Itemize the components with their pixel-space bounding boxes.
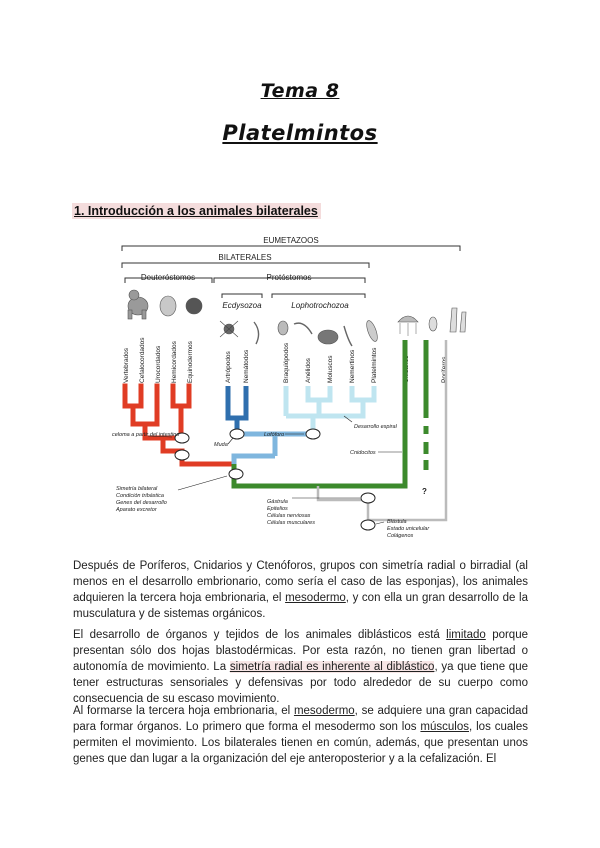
taxon-label: Artrópodos xyxy=(225,351,232,383)
phylogeny-figure xyxy=(82,228,482,538)
underlined-term: simetría radial es inherente al diblástico xyxy=(229,661,435,673)
gastrula-trait: Gástrula xyxy=(267,499,288,505)
taxon-label: Nemertinos xyxy=(349,349,356,383)
spider-icon xyxy=(220,321,238,337)
gorilla-icon xyxy=(128,290,148,319)
underlined-term: limitado xyxy=(446,629,486,641)
paragraph-text: , y con ella un gran desarrollo de la musculatura y de sistemas orgánicos. xyxy=(73,592,528,620)
taxon-label: Braquiópodos xyxy=(283,342,290,383)
bilaterian-trait: Genes del desarrollo xyxy=(116,500,167,506)
label-deuterostomos: Deuteróstomos xyxy=(140,273,196,282)
taxon-label: Vertebrados xyxy=(123,347,130,383)
annotation-question: ? xyxy=(422,487,427,496)
protostome-stem xyxy=(234,434,313,464)
annotation-desarrollo: Desarrollo espiral xyxy=(354,424,397,430)
paragraph-text: , los cuales permiten el movimiento. Los bilaterales tienen en común, además, que presentan unos genes que dan lugar a la organización del eje anteroposterior y a la cefalización. El xyxy=(73,721,528,765)
taxon-label: Ctenóforos xyxy=(423,351,430,383)
paragraph-text: , se adquiere una gran capacidad para formar órganos. Lo primero que forma el mesodermo son los xyxy=(73,705,528,733)
nemertean-icon xyxy=(344,326,352,346)
top-brackets xyxy=(122,246,460,298)
paragraph-text: Al formarse la tercera hoja embrionaria, el xyxy=(73,705,294,717)
label-ecdysozoa: Ecdysozoa xyxy=(222,301,262,310)
urchin-icon xyxy=(186,298,202,314)
taxon-label: Poríferos xyxy=(441,356,448,383)
taxon-label: Nemátodos xyxy=(243,349,250,383)
page-title-line1: Tema 8 xyxy=(260,80,340,102)
taxa-labels xyxy=(123,337,448,383)
gastrula-trait: Células musculares xyxy=(267,520,315,526)
taxon-label: Anélidos xyxy=(305,358,312,383)
annotation-muda: Muda xyxy=(214,442,228,448)
bilaterian-trait: Aparato excretor xyxy=(116,507,157,513)
base-trait: Colágenos xyxy=(387,533,414,538)
underlined-term: mesodermo xyxy=(293,705,355,717)
sea-squirt-icon xyxy=(160,296,176,316)
jellyfish-icon xyxy=(398,316,418,336)
annelid-icon xyxy=(294,323,312,334)
label-eumetazoos: EUMETAZOOS xyxy=(263,236,319,245)
annotation-celoma: celoma a partir del intestino xyxy=(112,432,180,438)
underlined-term: mesodermo xyxy=(285,592,346,604)
annotation-cnidocitos: Cnidocitos xyxy=(350,450,376,456)
taxon-label: Urocordados xyxy=(155,345,162,383)
bilaterian-trait: Simetría bilateral xyxy=(116,486,158,492)
base-trait: Blástula xyxy=(387,519,407,525)
mollusc-icon xyxy=(318,330,338,344)
paragraph-3 xyxy=(73,703,528,767)
label-lophotrochozoa: Lophotrochozoa xyxy=(291,301,349,310)
paragraph-text: porque presentan sólo dos hojas blastodérmicas. Por esta razón, no tienen gran libertad o autonomía de movimiento. La xyxy=(73,629,528,673)
gastrula-trait: Epitelios xyxy=(267,506,288,512)
label-protostomos: Protóstomos xyxy=(266,273,312,282)
brachiopod-icon xyxy=(278,321,288,335)
taxon-label: Hemicordados xyxy=(171,341,178,383)
taxon-label: Moluscos xyxy=(327,355,334,383)
base-trait: Estado unicelular xyxy=(387,526,430,532)
gastrula-trait: Células nerviosas xyxy=(267,513,311,519)
paragraph-text: Después de Poríferos, Cnidarios y Ctenóforos, grupos con simetría radial o birradial (al menos en el desarrollo embrionario, como sería el caso de las esponjas), los animales adquieren la tercera hoja embrionaria, el xyxy=(73,560,528,604)
page-title-line2: Platelmintos xyxy=(222,121,378,145)
label-bilaterales: BILATERALES xyxy=(218,253,272,262)
taxon-label: Platelmintos xyxy=(371,347,378,383)
underlined-term: músculos xyxy=(420,721,469,733)
paragraph-2 xyxy=(73,627,528,707)
annotation-lofoforo: Lofóforo xyxy=(264,432,285,438)
ecdysozoa-branches xyxy=(228,386,246,434)
paragraph-1 xyxy=(73,558,528,622)
ctenophore-icon xyxy=(429,317,437,331)
section-heading: 1. Introducción a los animales bilaterales xyxy=(72,203,321,219)
paragraph-text: El desarrollo de órganos y tejidos de los animales diblásticos está xyxy=(73,629,447,641)
taxon-label: Cefalocordados xyxy=(139,337,146,383)
taxon-label: Equinodermos xyxy=(187,341,194,383)
flatworm-icon xyxy=(364,319,379,342)
bilaterian-trait: Condición tribástica xyxy=(116,493,164,499)
taxon-label: Cnidarios xyxy=(403,355,410,383)
animal-sketches xyxy=(128,290,466,346)
nematode-icon xyxy=(254,322,259,344)
paragraph-text: , ya que tiene que tener estructuras sensoriales y defensivas por todo alrededor de su cuerpo como consecuencia de su escaso movimiento. xyxy=(73,661,528,705)
sponge-icon xyxy=(450,308,466,332)
